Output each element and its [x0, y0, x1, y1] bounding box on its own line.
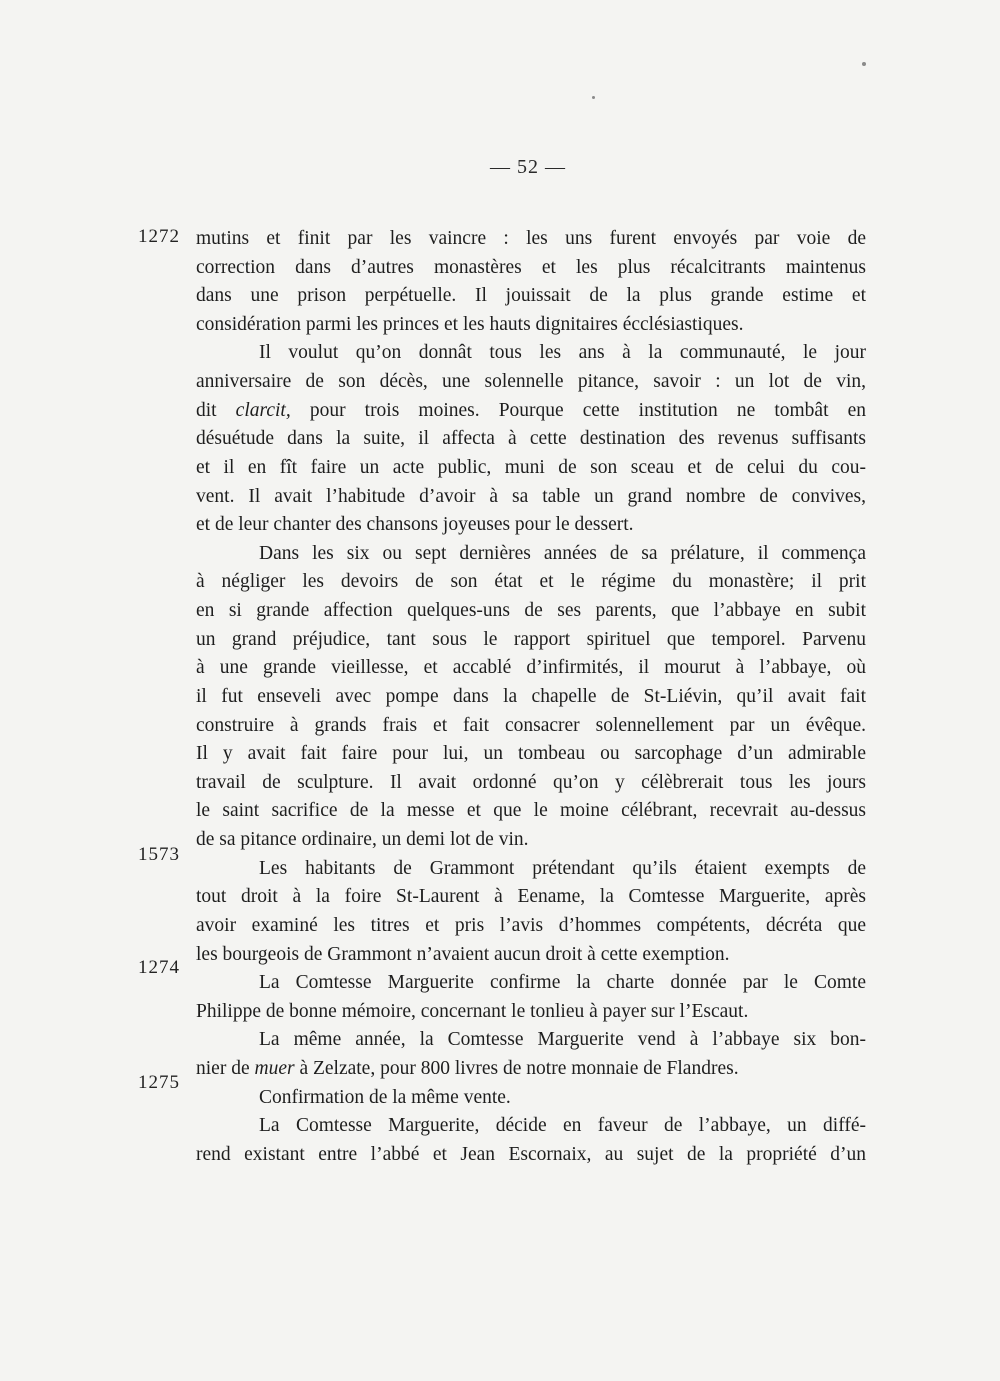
text-line: La Comtesse Marguerite confirme la charte donnée par le Comte [259, 972, 866, 994]
text-line: les bourgeois de Grammont n’avaient aucun droit à cette exemption. [196, 943, 730, 965]
text-line: La Comtesse Marguerite, décide en faveur de l’abbaye, un diffé- [259, 1115, 866, 1137]
paper-speck [592, 96, 595, 99]
text-line: un grand préjudice, tant sous le rapport spirituel que temporel. Parvenu [196, 628, 866, 650]
text-line: travail de sculpture. Il avait ordonné qu’on y célèbrerait tous les jours [196, 771, 866, 793]
text-line: Confirmation de la même vente. [259, 1086, 511, 1108]
text-line: Il y avait fait faire pour lui, un tombeau ou sarcophage d’un admirable [196, 743, 866, 765]
text-line: considération parmi les princes et les hauts dignitaires écclésiastiques. [196, 313, 744, 335]
text-line: tout droit à la foire St-Laurent à Eename, la Comtesse Marguerite, après [196, 886, 866, 908]
text-line: à négliger les devoirs de son état et le régime du monastère; il prit [196, 571, 866, 593]
text-line: Philippe de bonne mémoire, concernant le tonlieu à payer sur l’Escaut. [196, 1000, 749, 1022]
text-line: dans une prison perpétuelle. Il jouissait de la plus grande estime et [196, 285, 866, 307]
text-line: et de leur chanter des chansons joyeuses pour le dessert. [196, 514, 634, 536]
text-line: nier de muer à Zelzate, pour 800 livres de notre monnaie de Flandres. [196, 1057, 739, 1079]
text-line: correction dans d’autres monastères et les plus récalcitrants maintenus [196, 256, 866, 278]
text-line: il fut enseveli avec pompe dans la chapelle de St-Liévin, qu’il avait fait [196, 685, 866, 707]
text-line: en si grande affection quelques-uns de ses parents, que l’abbaye en subit [196, 600, 866, 622]
text-line: construire à grands frais et fait consacrer solennellement par un évêque. [196, 714, 866, 736]
text-line: désuétude dans la suite, il affecta à cette destination des revenus suffisants [196, 428, 866, 450]
text-line: Dans les six ou sept dernières années de sa prélature, il commença [259, 542, 866, 564]
text-line: anniversaire de son décès, une solennelle pitance, savoir : un lot de vin, [196, 371, 866, 393]
margin-year: 1573 [138, 844, 180, 865]
margin-year: 1274 [138, 957, 180, 978]
text-line: Il voulut qu’on donnât tous les ans à la communauté, le jour [259, 342, 866, 364]
text-line: rend existant entre l’abbé et Jean Escornaix, au sujet de la propriété d’un [196, 1143, 866, 1165]
text-line: mutins et finit par les vaincre : les uns furent envoyés par voie de [196, 228, 866, 249]
text-line: vent. Il avait l’habitude d’avoir à sa table un grand nombre de convives, [196, 485, 866, 507]
text-line: à une grande vieillesse, et accablé d’infirmités, il mourut à l’abbaye, où [196, 657, 866, 679]
text-line: et il en fît faire un acte public, muni de son sceau et de celui du cou- [196, 456, 866, 478]
text-line: de sa pitance ordinaire, un demi lot de vin. [196, 829, 529, 851]
text-line: avoir examiné les titres et pris l’avis d’hommes compétents, décréta que [196, 914, 866, 936]
text-line: Les habitants de Grammont prétendant qu’ils étaient exempts de [259, 857, 866, 879]
margin-year: 1272 [138, 226, 180, 247]
text-line: La même année, la Comtesse Marguerite vend à l’abbaye six bon- [259, 1029, 866, 1051]
page-number: — 52 — [490, 156, 566, 178]
margin-year: 1275 [138, 1072, 180, 1093]
text-line: dit clarcit, pour trois moines. Pourque cette institution ne tombât en [196, 399, 866, 421]
paper-speck [862, 62, 866, 66]
text-line: le saint sacrifice de la messe et que le moine célébrant, recevrait au-dessus [196, 800, 866, 822]
